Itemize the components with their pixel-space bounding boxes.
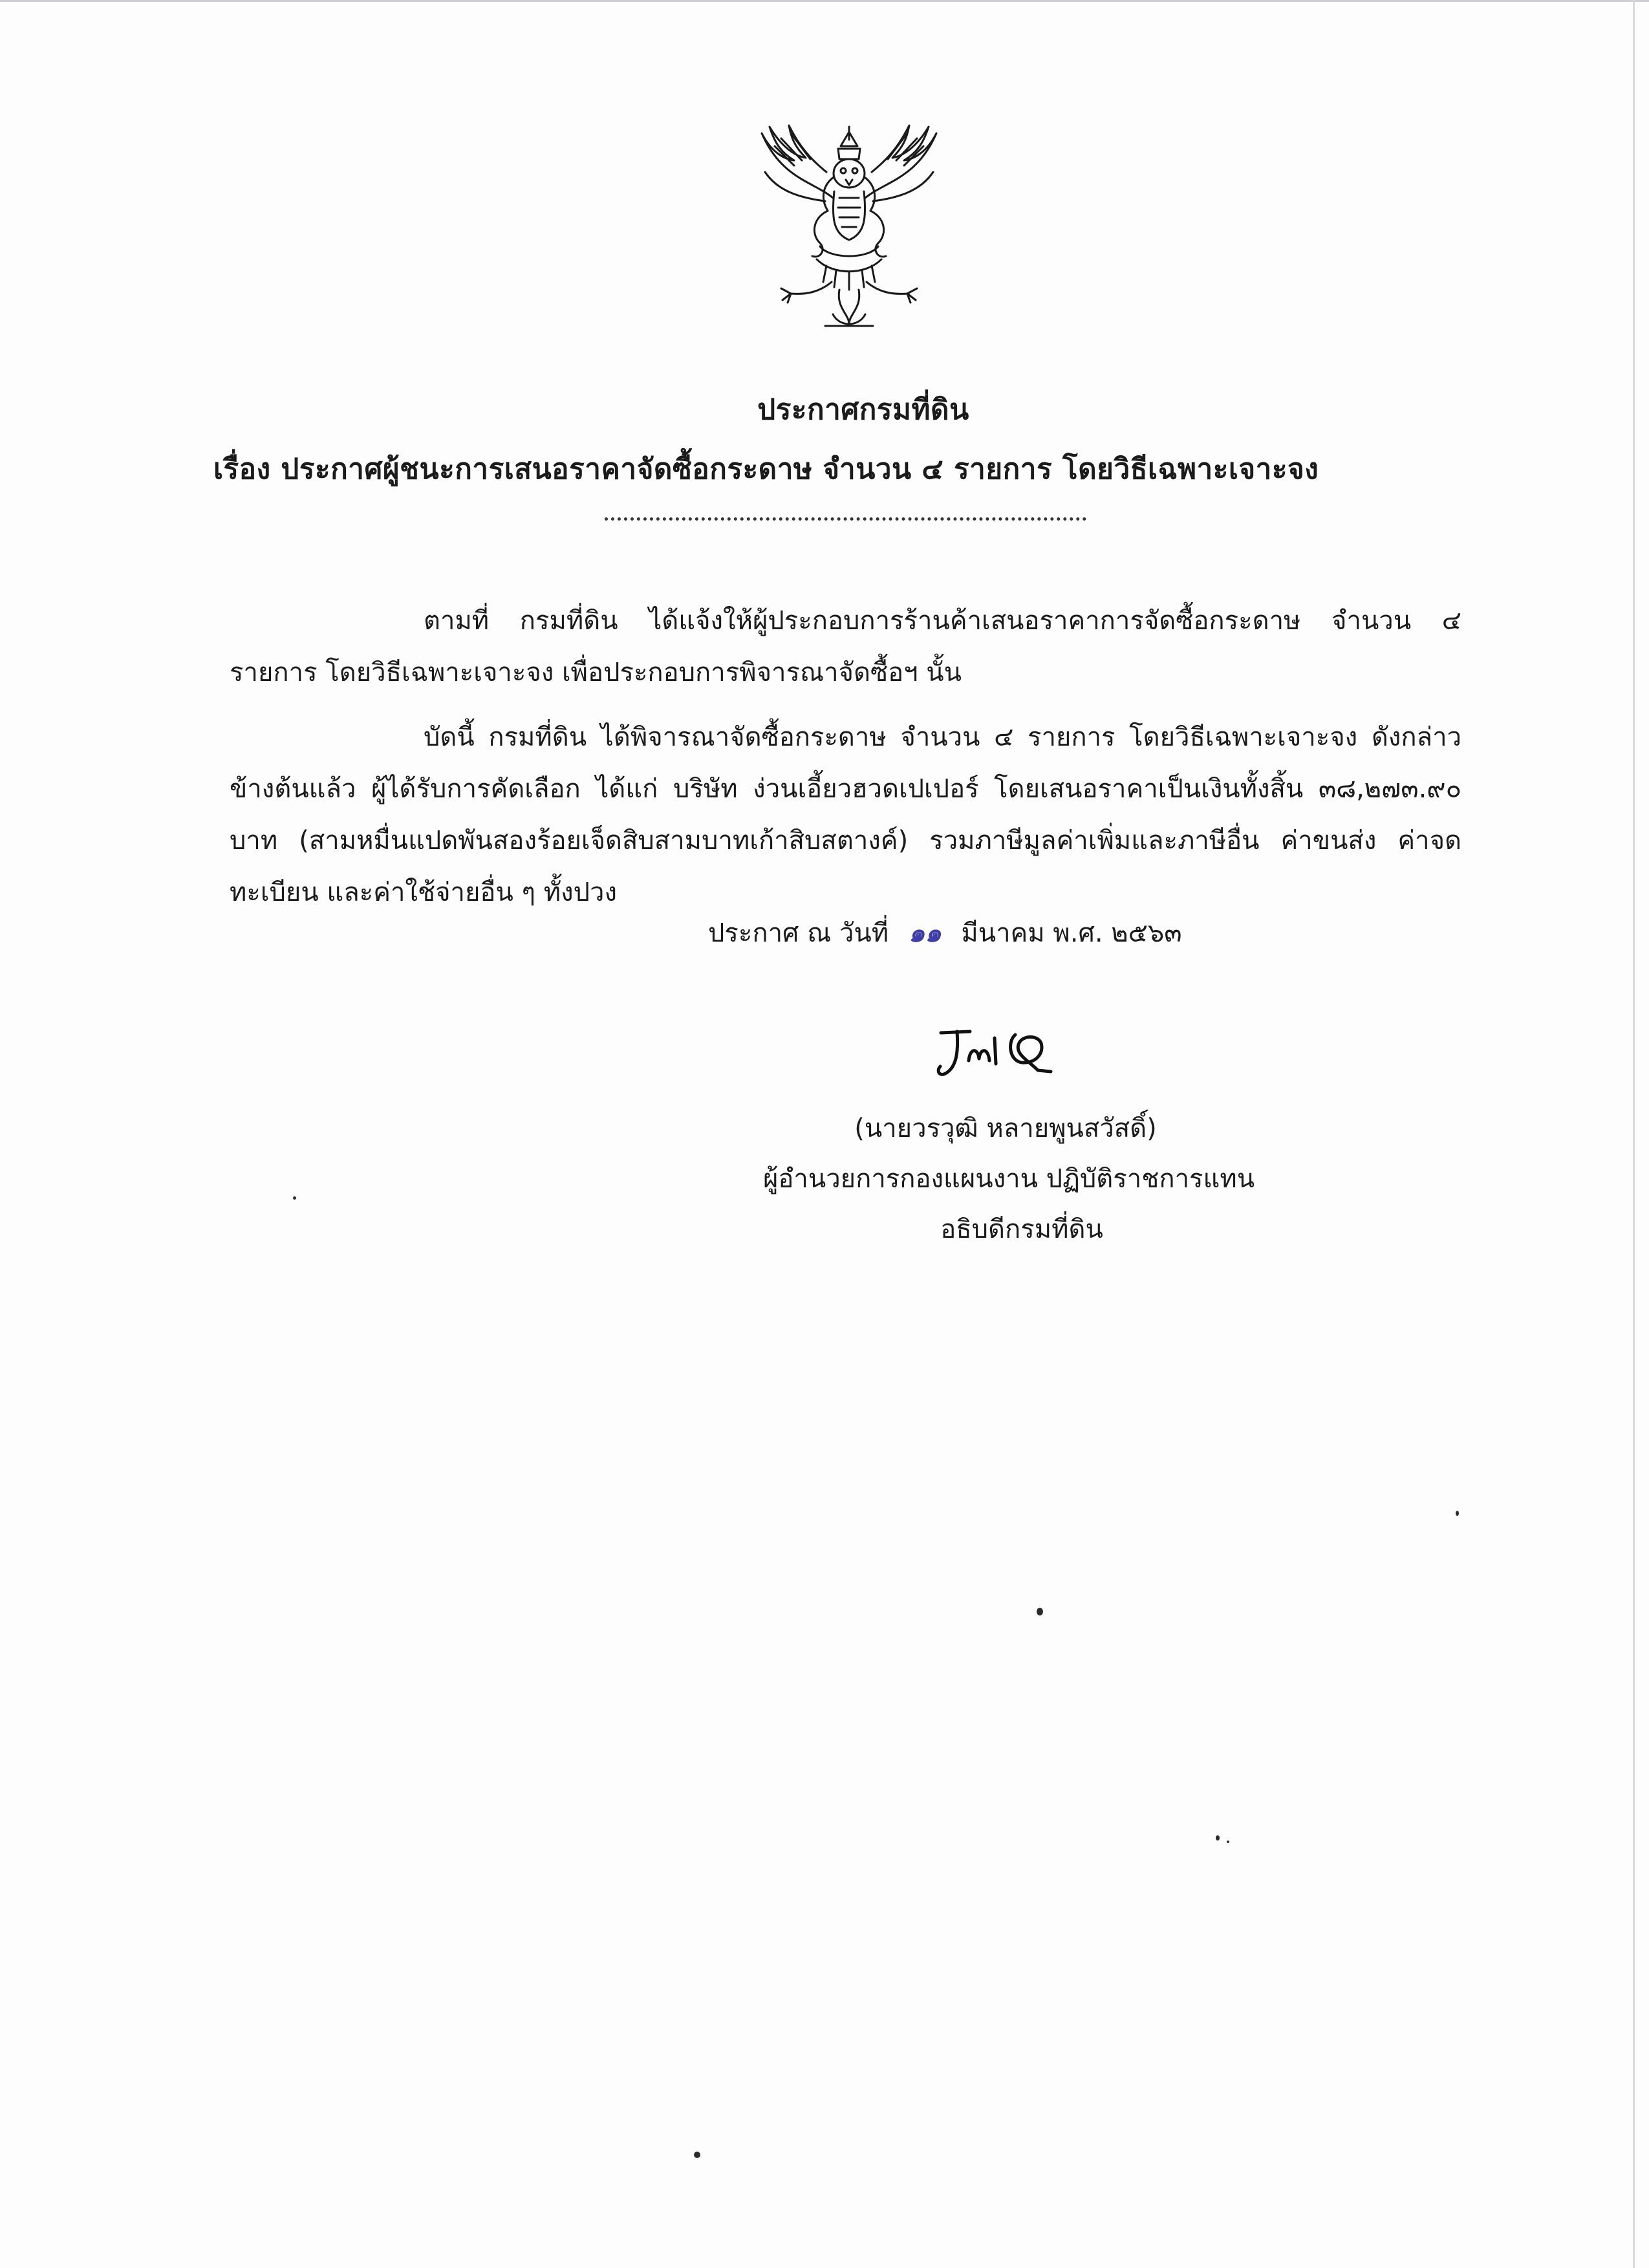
signatory-position: ผู้อำนวยการกองแผนงาน ปฏิบัติราชการแทน bbox=[762, 1164, 1255, 1194]
date-prefix: ประกาศ ณ วันที่ bbox=[708, 918, 889, 948]
page-top-edge bbox=[0, 0, 1649, 2]
announcement-date bbox=[708, 912, 1182, 953]
scan-speck bbox=[1037, 1608, 1043, 1615]
date-day: ๑๑ bbox=[908, 918, 942, 948]
scan-speck bbox=[1227, 1841, 1229, 1843]
scan-speck bbox=[293, 1196, 296, 1200]
scan-speck bbox=[694, 2152, 700, 2158]
scan-speck bbox=[1216, 1835, 1220, 1841]
signatory-acting-for: อธิบดีกรมที่ดิน bbox=[940, 1215, 1103, 1244]
garuda-emblem-icon bbox=[755, 120, 943, 337]
handwritten-signature-icon bbox=[931, 1025, 1061, 1083]
body-paragraph-2: บัดนี้ กรมที่ดิน ได้พิจารณาจัดซื้อกระดาษ จำนวน ๔ รายการ โดยวิธีเฉพาะเจาะจง ดังกล่าวข้างต้นแล้ว ผู้ได้รับการคัดเลือก ได้แก่ บริษัท ง่วนเอี้ยวฮวดเปเปอร์ โดยเสนอราคาเป็นเงินทั้งสิ้น ๓๘,๒๗๓.๙๐ บาท (สามหมื่นแปดพันสองร้อยเจ็ดสิบสามบาทเก้าสิบสตางค์) รวมภาษีมูลค่าเพิ่มและภาษีอื่น ค่าขนส่ง ค่าจดทะเบียน และค่าใช้จ่ายอื่น ๆ ทั้งปวง bbox=[230, 722, 1461, 907]
page-right-edge bbox=[1633, 0, 1635, 2268]
scan-speck bbox=[1456, 1511, 1459, 1516]
document-subject: เรื่อง ประกาศผู้ชนะการเสนอราคาจัดซื้อกระดาษ จำนวน ๔ รายการ โดยวิธีเฉพาะเจาะจง bbox=[213, 453, 1319, 486]
body-paragraph-1: ตามที่ กรมที่ดิน ได้แจ้งให้ผู้ประกอบการร้านค้าเสนอราคาการจัดซื้อกระดาษ จำนวน ๔ รายการ โดยวิธีเฉพาะเจาะจง เพื่อประกอบการพิจารณาจัดซื้อฯ นั้น bbox=[230, 606, 1461, 687]
title-separator bbox=[605, 517, 1086, 521]
signatory-name: (นายวรวุฒิ หลายพูนสวัสดิ์) bbox=[854, 1114, 1157, 1143]
document-title: ประกาศกรมที่ดิน bbox=[757, 393, 969, 426]
date-month-year: มีนาคม พ.ศ. ๒๕๖๓ bbox=[961, 918, 1182, 948]
